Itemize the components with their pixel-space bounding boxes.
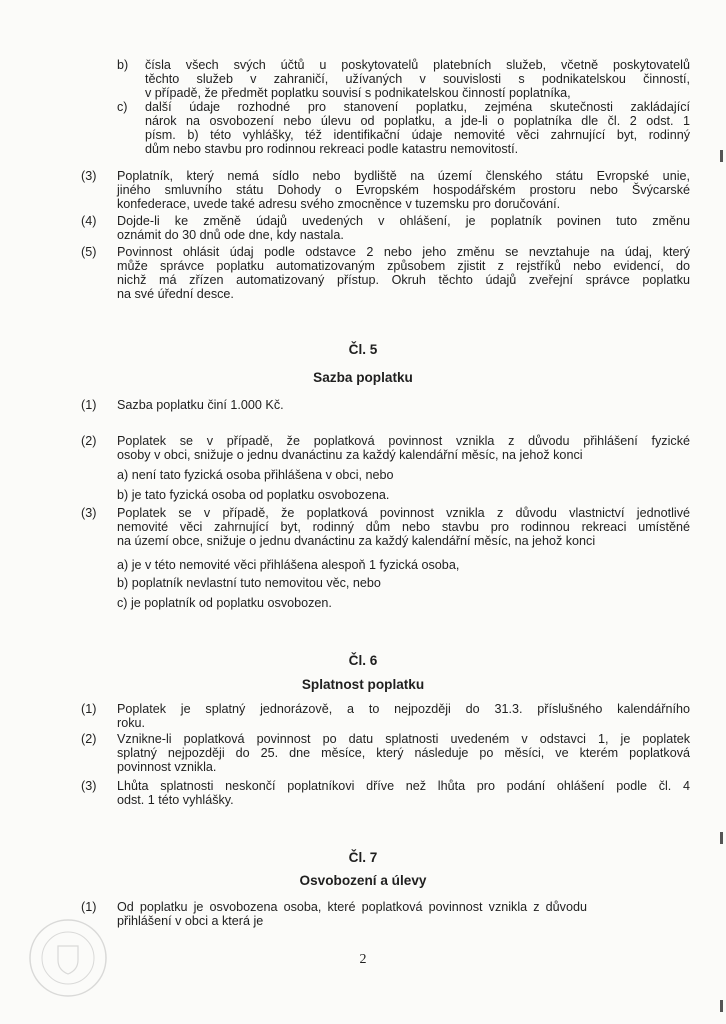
paragraph-text-line: Poplatník, který nemá sídlo nebo bydliště na území členského státu Evropské unie, <box>117 169 690 183</box>
section-heading: Splatnost poplatku <box>301 677 425 692</box>
paragraph-marker: (4) <box>81 214 97 228</box>
paragraph-text-line: těchto služeb v zahraničí, užívaných v souvislosti s podnikatelskou činností, <box>145 72 690 86</box>
paragraph-marker: (1) <box>81 900 97 914</box>
paragraph-text-line: oznámit do 30 dnů ode dne, kdy nastala. <box>117 228 344 242</box>
scan-edge-mark <box>720 1000 723 1012</box>
paragraph-text-line: Vznikne-li poplatková povinnost po datu splatnosti uvedeném v odstavci 1, je poplatek <box>117 732 690 746</box>
section-heading: Čl. 6 <box>348 653 378 668</box>
paragraph-text-line: dům nebo stavbu pro rodinnou rekreaci podle katastru nemovitostí. <box>145 142 519 156</box>
paragraph-text-line: v případě, že předmět poplatku souvisí s podnikatelskou činností poplatníka, <box>145 86 571 100</box>
paragraph-text-line: přihlášení v obci a která je <box>117 914 264 928</box>
paragraph-text-line: nemovité věci zahrnující byt, rodinný dům nebo stavbu pro rodinnou rekreaci umístěné <box>117 520 690 534</box>
paragraph-text-line: Dojde-li ke změně údajů uvedených v ohlášení, je poplatník povinen tuto změnu <box>117 214 690 228</box>
paragraph-text-line: b) poplatník nevlastní tuto nemovitou věc, nebo <box>117 576 381 590</box>
paragraph-marker: (1) <box>81 398 97 412</box>
section-heading: Osvobození a úlevy <box>299 873 427 888</box>
paragraph-marker: c) <box>117 100 128 114</box>
paragraph-marker: (3) <box>81 779 97 793</box>
paragraph-marker: (2) <box>81 434 97 448</box>
paragraph-text-line: na své úřední desce. <box>117 287 234 301</box>
section-heading: Sazba poplatku <box>313 370 413 385</box>
paragraph-text-line: Od poplatku je osvobozena osoba, které poplatková povinnost vznikla z důvodu <box>117 900 587 914</box>
paragraph-text-line: Povinnost ohlásit údaj podle odstavce 2 nebo jeho změnu se nevztahuje na údaj, který <box>117 245 690 259</box>
paragraph-marker: (1) <box>81 702 97 716</box>
paragraph-text-line: nichž má zřízen automatizovaný přístup. Okruh těchto údajů zveřejní správce poplatku <box>117 273 690 287</box>
section-heading: Čl. 5 <box>348 342 378 357</box>
stamp-seal-icon <box>26 916 110 1000</box>
paragraph-text-line: povinnost vznikla. <box>117 760 217 774</box>
paragraph-marker: (3) <box>81 169 97 183</box>
scan-edge-mark <box>720 150 723 162</box>
paragraph-text-line: b) je tato fyzická osoba od poplatku osvobozena. <box>117 488 390 502</box>
paragraph-text-line: nárok na osvobození nebo úlevu od poplatku, a jde-li o poplatníka dle čl. 2 odst. 1 <box>145 114 690 128</box>
paragraph-text-line: a) je v této nemovité věci přihlášena alespoň 1 fyzická osoba, <box>117 558 460 572</box>
paragraph-text-line: na území obce, snižuje o jednu dvanáctinu za každý kalendářní měsíc, na jehož konci <box>117 534 596 548</box>
paragraph-text-line: Sazba poplatku činí 1.000 Kč. <box>117 398 284 412</box>
paragraph-text-line: čísla všech svých účtů u poskytovatelů platebních služeb, včetně poskytovatelů <box>145 58 690 72</box>
paragraph-text-line: Poplatek je splatný jednorázově, a to nejpozději do 31.3. příslušného kalendářního <box>117 702 690 716</box>
paragraph-text-line: Lhůta splatnosti neskončí poplatníkovi dříve než lhůta pro podání ohlášení podle čl. 4 <box>117 779 690 793</box>
paragraph-text-line: roku. <box>117 716 145 730</box>
scan-edge-mark <box>720 832 723 844</box>
paragraph-text-line: konfederace, uvede také adresu svého zmocněnce v tuzemsku pro doručování. <box>117 197 561 211</box>
paragraph-text-line: další údaje rozhodné pro stanovení poplatku, zejména skutečnosti zakládající <box>145 100 690 114</box>
paragraph-text-line: a) není tato fyzická osoba přihlášena v obci, nebo <box>117 468 394 482</box>
page-number: 2 <box>359 952 367 967</box>
paragraph-text-line: Poplatek se v případě, že poplatková povinnost vznikla z důvodu přihlášení fyzické <box>117 434 690 448</box>
paragraph-text-line: jiného smluvního státu Dohody o Evropském hospodářském prostoru nebo Švýcarské <box>117 183 690 197</box>
paragraph-text-line: osoby v obci, snižuje o jednu dvanáctinu za každý kalendářní měsíc, na jehož konci <box>117 448 583 462</box>
paragraph-text-line: c) je poplatník od poplatku osvobozen. <box>117 596 332 610</box>
paragraph-text-line: splatný nejpozději do 25. dne měsíce, který následuje po měsíci, ve kterém poplatková <box>117 746 690 760</box>
paragraph-marker: (5) <box>81 245 97 259</box>
paragraph-marker: b) <box>117 58 129 72</box>
paragraph-marker: (2) <box>81 732 97 746</box>
paragraph-text-line: může správce poplatku automatizovaným způsobem zjistit z rejstříků nebo evidencí, do <box>117 259 690 273</box>
paragraph-text-line: písm. b) této vyhlášky, též identifikační údaje nemovité věci zahrnující byt, rodinný <box>145 128 690 142</box>
section-heading: Čl. 7 <box>348 850 378 865</box>
paragraph-text-line: odst. 1 této vyhlášky. <box>117 793 234 807</box>
paragraph-text-line: Poplatek se v případě, že poplatková povinnost vznikla z důvodu vlastnictví jednotlivé <box>117 506 690 520</box>
paragraph-marker: (3) <box>81 506 97 520</box>
